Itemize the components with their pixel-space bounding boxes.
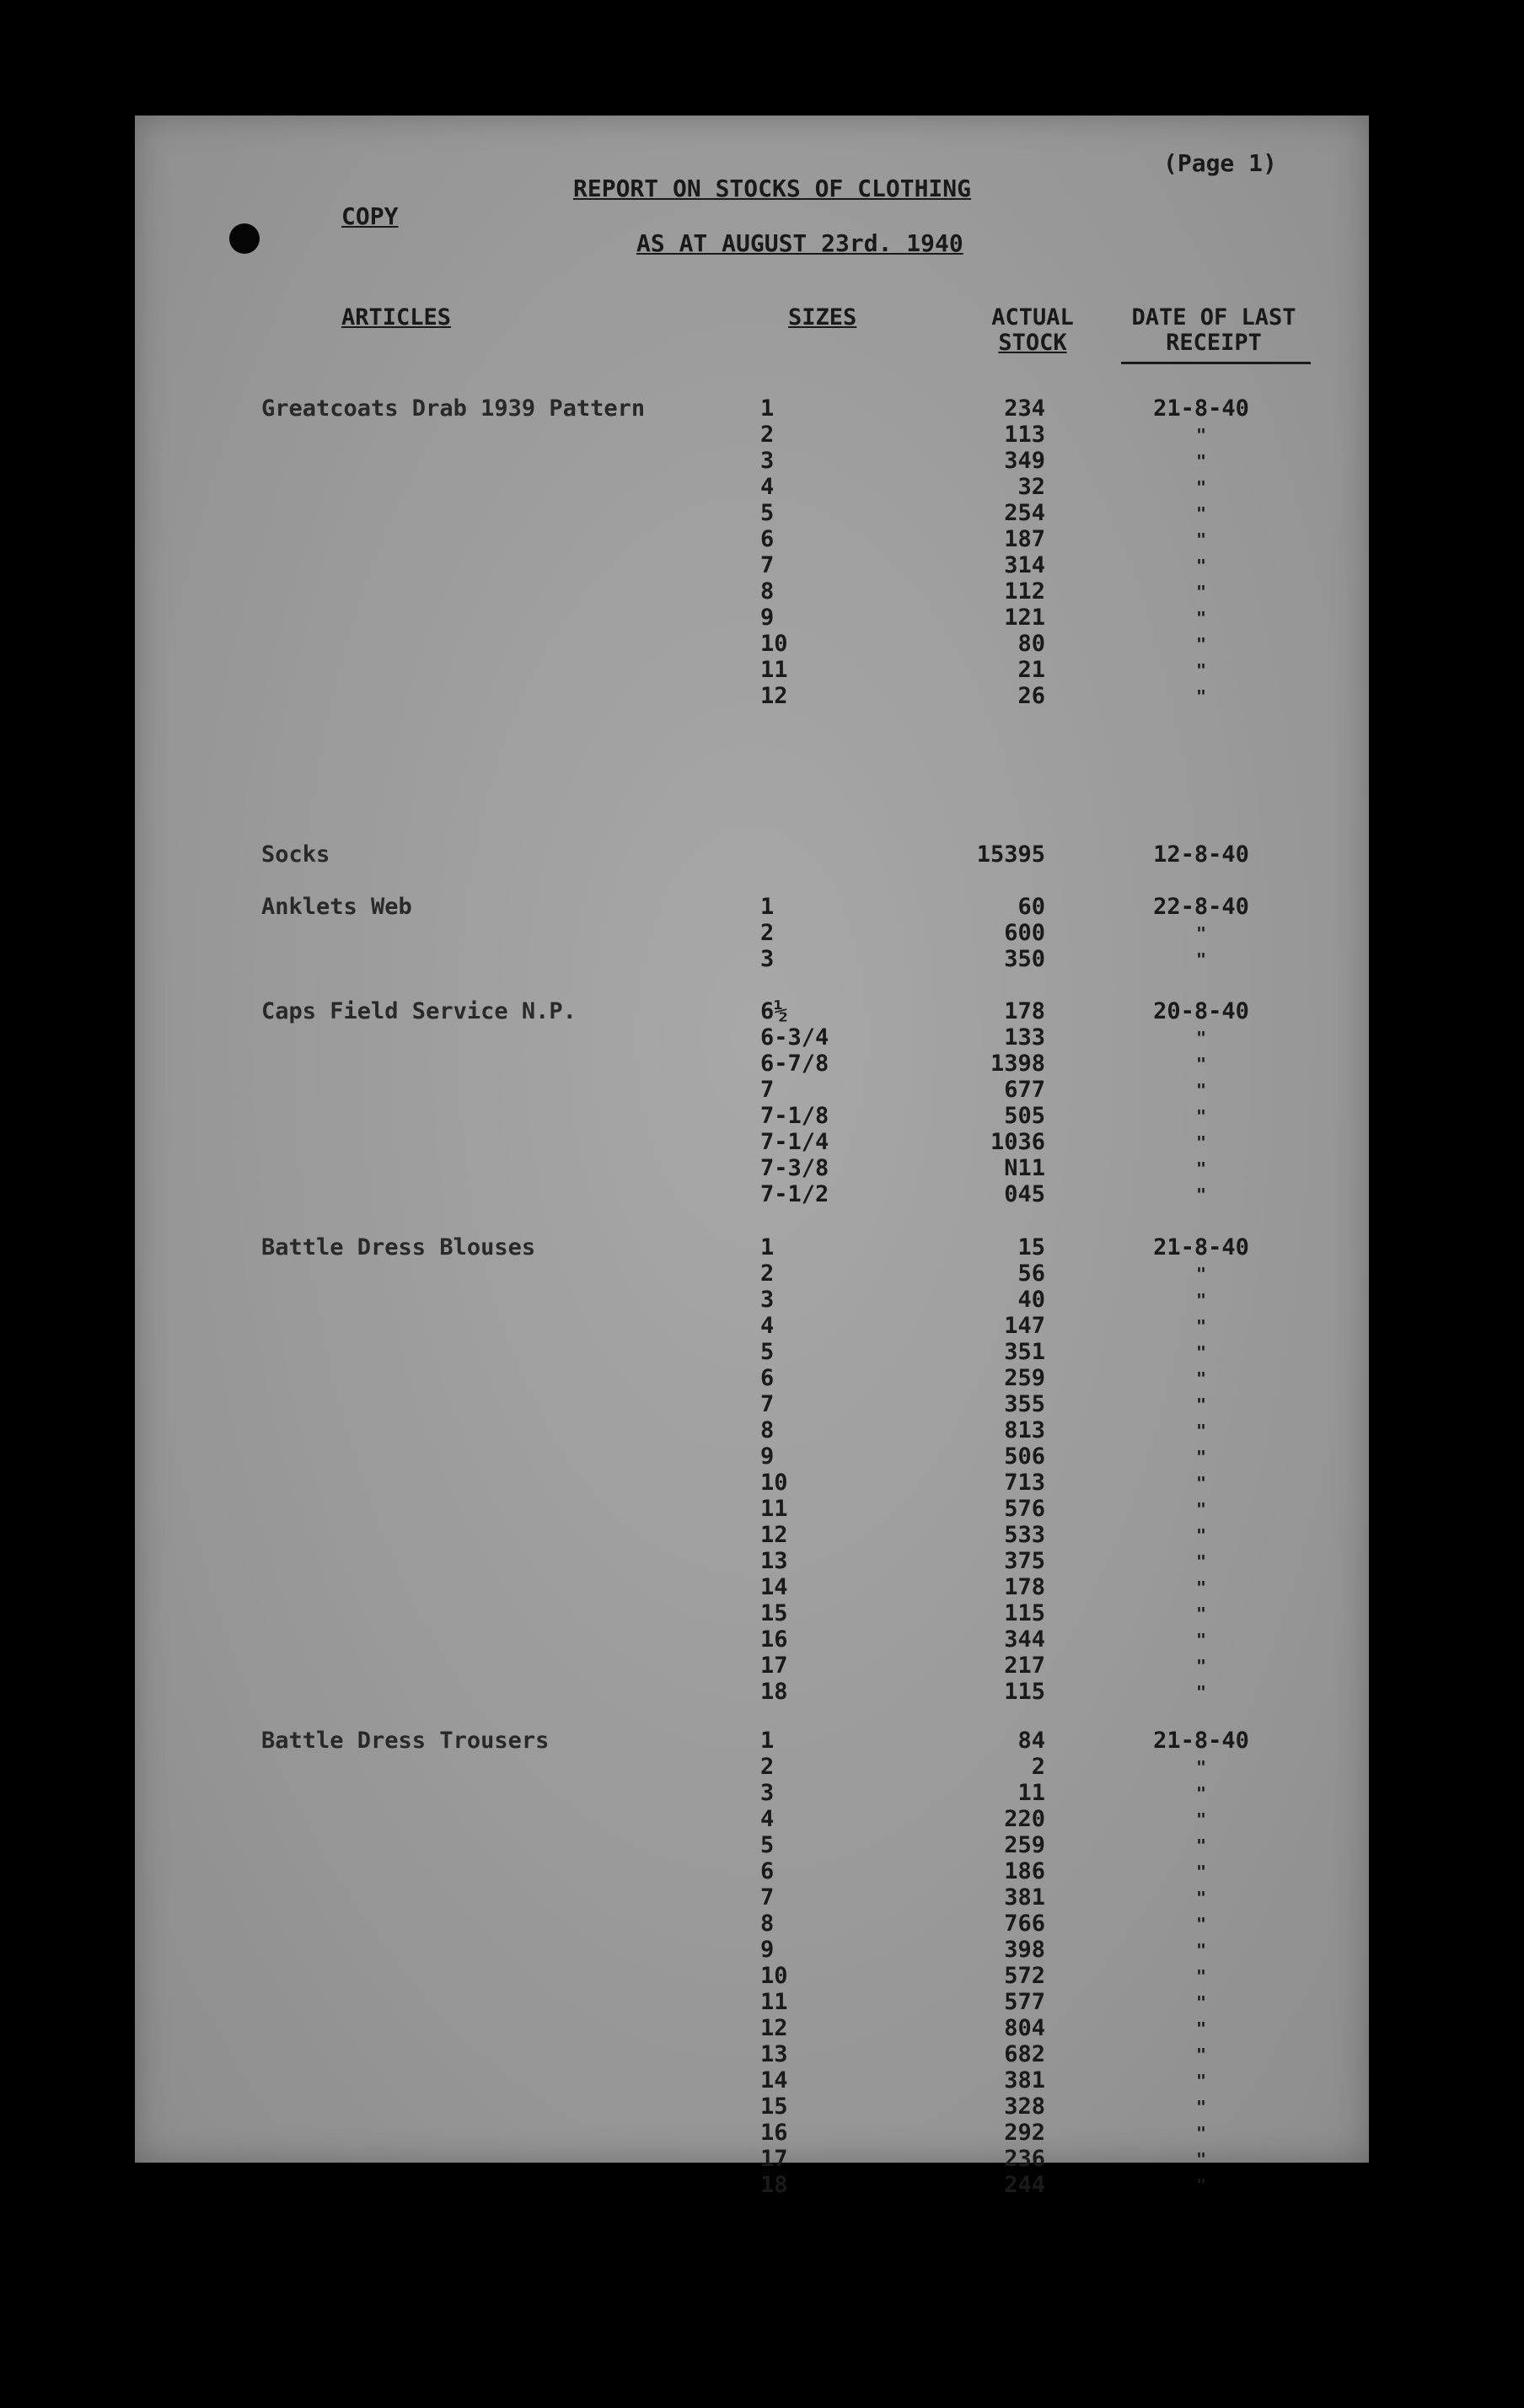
receipt-date-cell: "	[1195, 1757, 1207, 1777]
table-row	[135, 1235, 1369, 1260]
table-row	[135, 1340, 1369, 1365]
table-row	[135, 1911, 1369, 1937]
receipt-date-cell: "	[1195, 1551, 1207, 1572]
receipt-date-cell: "	[1195, 1106, 1207, 1126]
receipt-date-cell: 12-8-40	[1153, 841, 1249, 868]
table-row	[135, 527, 1369, 552]
size-cell: 7	[760, 552, 775, 578]
stock-cell: 234	[1004, 395, 1045, 422]
table-row	[135, 422, 1369, 448]
receipt-date-cell: "	[1195, 923, 1207, 943]
stock-cell: 677	[1004, 1077, 1045, 1103]
table-row	[135, 895, 1369, 920]
stock-cell: 259	[1004, 1832, 1045, 1858]
table-row	[135, 1964, 1369, 1989]
table-row	[135, 1025, 1369, 1051]
table-row	[135, 1261, 1369, 1287]
size-cell: 7-1/2	[760, 1181, 829, 1207]
size-cell: 17	[760, 2146, 788, 2172]
stock-cell: 15395	[976, 841, 1045, 868]
table-row	[135, 501, 1369, 526]
table-row	[135, 1287, 1369, 1313]
stock-cell: 26	[1017, 683, 1045, 709]
stock-cell: 398	[1004, 1937, 1045, 1963]
table-row	[135, 1627, 1369, 1653]
size-cell: 2	[760, 920, 775, 946]
table-row	[135, 1418, 1369, 1443]
size-cell: 12	[760, 683, 788, 709]
table-row	[135, 1156, 1369, 1181]
stock-cell: 1036	[990, 1129, 1045, 1155]
receipt-date-cell: "	[1195, 2123, 1207, 2143]
stock-cell: 506	[1004, 1443, 1045, 1470]
size-cell: 6	[760, 1365, 775, 1391]
receipt-date-cell: "	[1195, 1888, 1207, 1908]
receipt-date-cell: "	[1195, 1447, 1207, 1467]
table-row	[135, 1885, 1369, 1911]
receipt-date-cell: 21-8-40	[1153, 1728, 1249, 1754]
report-title: REPORT ON STOCKS OF CLOTHING	[573, 175, 972, 202]
stock-cell: 84	[1017, 1728, 1045, 1754]
size-cell: 13	[760, 2041, 788, 2067]
stock-cell: 15	[1017, 1234, 1045, 1260]
stock-cell: 350	[1004, 946, 1045, 972]
size-cell: 3	[760, 1287, 775, 1313]
size-cell: 7	[760, 1884, 775, 1911]
stock-cell: 217	[1004, 1653, 1045, 1679]
size-cell: 1	[760, 1728, 775, 1754]
table-row	[135, 396, 1369, 422]
receipt-date-cell: "	[1195, 1604, 1207, 1624]
size-cell: 5	[760, 1339, 775, 1365]
column-header-stock-line1: ACTUAL	[991, 304, 1074, 331]
table-row	[135, 1781, 1369, 1806]
table-row	[135, 842, 1369, 868]
table-row	[135, 553, 1369, 578]
table-row	[135, 1182, 1369, 1207]
receipt-date-cell: "	[1195, 425, 1207, 445]
size-cell: 11	[760, 657, 788, 683]
size-cell: 7	[760, 1077, 775, 1103]
document-page	[135, 116, 1369, 2198]
size-cell: 7	[760, 1391, 775, 1417]
size-cell: 2	[760, 1754, 775, 1780]
stock-cell: 766	[1004, 1911, 1045, 1937]
receipt-date-cell: "	[1195, 1992, 1207, 2013]
size-cell: 15	[760, 2094, 788, 2120]
receipt-date-cell: "	[1195, 660, 1207, 680]
receipt-date-cell: "	[1195, 1473, 1207, 1493]
size-cell: 12	[760, 1522, 788, 1548]
receipt-date-cell: "	[1195, 1132, 1207, 1153]
receipt-date-cell: "	[1195, 2097, 1207, 2117]
stock-cell: 2	[1031, 1754, 1045, 1780]
article-name: Battle Dress Blouses	[261, 1234, 536, 1260]
receipt-date-cell: "	[1195, 1966, 1207, 1986]
receipt-date-cell: 21-8-40	[1153, 1234, 1249, 1260]
receipt-date-cell: "	[1195, 1630, 1207, 1650]
table-row	[135, 1130, 1369, 1155]
receipt-date-cell: "	[1195, 1395, 1207, 1415]
stock-cell: 187	[1004, 526, 1045, 552]
stock-cell: 80	[1017, 631, 1045, 657]
stock-cell: 56	[1017, 1260, 1045, 1287]
stock-cell: 355	[1004, 1391, 1045, 1417]
size-cell: 16	[760, 2120, 788, 2146]
stock-cell: 344	[1004, 1626, 1045, 1653]
stock-cell: 32	[1017, 474, 1045, 500]
receipt-date-cell: "	[1195, 949, 1207, 970]
receipt-date-cell: "	[1195, 451, 1207, 471]
article-name: Battle Dress Trousers	[261, 1728, 550, 1754]
table-row	[135, 1549, 1369, 1574]
table-row	[135, 2147, 1369, 2172]
stock-cell: 147	[1004, 1313, 1045, 1339]
receipt-date-cell: "	[1195, 1264, 1207, 1284]
table-row	[135, 1680, 1369, 1705]
stock-cell: 1398	[990, 1051, 1045, 1077]
size-cell: 4	[760, 1806, 775, 1832]
table-row	[135, 475, 1369, 500]
table-row	[135, 2094, 1369, 2120]
table-row	[135, 1833, 1369, 1858]
table-row	[135, 1990, 1369, 2015]
table-row	[135, 1051, 1369, 1077]
table-row	[135, 449, 1369, 474]
receipt-date-cell: "	[1195, 1578, 1207, 1598]
size-cell: 1	[760, 1234, 775, 1260]
receipt-date-cell: "	[1195, 1656, 1207, 1676]
table-row	[135, 2016, 1369, 2041]
size-cell: 7-3/8	[760, 1155, 829, 1181]
size-cell: 8	[760, 1417, 775, 1443]
stock-cell: 21	[1017, 657, 1045, 683]
size-cell: 6-7/8	[760, 1051, 829, 1077]
stock-cell: 112	[1004, 578, 1045, 605]
article-name: Anklets Web	[261, 894, 412, 920]
stock-cell: 533	[1004, 1522, 1045, 1548]
receipt-date-cell: "	[1195, 1290, 1207, 1310]
stock-cell: 682	[1004, 2041, 1045, 2067]
size-cell: 12	[760, 2015, 788, 2041]
stock-cell: 254	[1004, 500, 1045, 526]
article-name: Socks	[261, 841, 330, 868]
receipt-date-cell: "	[1195, 2018, 1207, 2039]
column-header-stock	[969, 305, 1096, 356]
table-row	[135, 579, 1369, 605]
size-cell: 14	[760, 1574, 788, 1600]
table-row	[135, 1314, 1369, 1339]
receipt-date-cell: "	[1195, 2175, 1207, 2196]
punch-hole	[229, 223, 260, 254]
table-row	[135, 2068, 1369, 2094]
size-cell: 3	[760, 946, 775, 972]
receipt-date-cell: "	[1195, 1682, 1207, 1702]
size-cell: 9	[760, 1937, 775, 1963]
table-row	[135, 632, 1369, 657]
receipt-date-cell: "	[1195, 634, 1207, 654]
table-row	[135, 658, 1369, 683]
stock-cell: N11	[1004, 1155, 1045, 1181]
copy-label: COPY	[341, 202, 399, 230]
size-cell: 18	[760, 2172, 788, 2198]
size-cell: 3	[760, 1780, 775, 1806]
receipt-date-cell: "	[1195, 529, 1207, 550]
stock-cell: 600	[1004, 920, 1045, 946]
table-row	[135, 1859, 1369, 1884]
size-cell: 1	[760, 395, 775, 422]
stock-cell: 328	[1004, 2094, 1045, 2120]
size-cell: 7-1/4	[760, 1129, 829, 1155]
stock-cell: 11	[1017, 1780, 1045, 1806]
stock-cell: 314	[1004, 552, 1045, 578]
receipt-date-cell: 21-8-40	[1153, 395, 1249, 422]
stock-cell: 259	[1004, 1365, 1045, 1391]
receipt-date-cell: "	[1195, 1054, 1207, 1074]
receipt-date-cell: "	[1195, 503, 1207, 524]
receipt-date-cell: "	[1195, 2149, 1207, 2169]
size-cell: 9	[760, 1443, 775, 1470]
stock-cell: 60	[1017, 894, 1045, 920]
stock-cell: 381	[1004, 1884, 1045, 1911]
stock-cell: 045	[1004, 1181, 1045, 1207]
column-header-stock-line2: STOCK	[998, 330, 1067, 356]
size-cell: 2	[760, 422, 775, 448]
size-cell: 14	[760, 2067, 788, 2094]
table-row	[135, 1728, 1369, 1754]
size-cell: 5	[760, 500, 775, 526]
table-row	[135, 2120, 1369, 2146]
size-cell: 2	[760, 1260, 775, 1287]
receipt-header-rule	[1121, 362, 1311, 364]
receipt-date-cell: "	[1195, 1862, 1207, 1882]
table-row	[135, 1653, 1369, 1679]
size-cell: 18	[760, 1679, 788, 1705]
stock-cell: 186	[1004, 1858, 1045, 1884]
receipt-date-cell: "	[1195, 556, 1207, 576]
stock-cell: 349	[1004, 448, 1045, 474]
receipt-date-cell: "	[1195, 2045, 1207, 2065]
receipt-date-cell: "	[1195, 2071, 1207, 2091]
stock-cell: 381	[1004, 2067, 1045, 2094]
size-cell: 17	[760, 1653, 788, 1679]
size-cell: 6-3/4	[760, 1024, 829, 1051]
size-cell: 6	[760, 1858, 775, 1884]
size-cell: 6	[760, 526, 775, 552]
receipt-date-cell: "	[1195, 1158, 1207, 1179]
size-cell: 7-1/8	[760, 1103, 829, 1129]
table-row	[135, 947, 1369, 972]
stock-cell: 113	[1004, 422, 1045, 448]
size-cell: 6½	[760, 998, 788, 1024]
table-row	[135, 2042, 1369, 2067]
size-cell: 15	[760, 1600, 788, 1626]
receipt-date-cell: "	[1195, 1028, 1207, 1048]
size-cell: 11	[760, 1496, 788, 1522]
receipt-date-cell: "	[1195, 1421, 1207, 1441]
stock-cell: 115	[1004, 1679, 1045, 1705]
table-row	[135, 921, 1369, 946]
size-cell: 16	[760, 1626, 788, 1653]
receipt-date-cell: "	[1195, 1342, 1207, 1363]
size-cell: 8	[760, 578, 775, 605]
column-header-sizes: SIZES	[788, 304, 857, 331]
size-cell: 4	[760, 1313, 775, 1339]
receipt-date-cell: "	[1195, 1836, 1207, 1856]
table-row	[135, 1601, 1369, 1626]
size-cell: 8	[760, 1911, 775, 1937]
column-header-receipt-line1: DATE OF LAST	[1131, 304, 1296, 331]
table-row	[135, 605, 1369, 631]
stock-cell: 40	[1017, 1287, 1045, 1313]
receipt-date-cell: "	[1195, 1809, 1207, 1830]
stock-cell: 375	[1004, 1548, 1045, 1574]
table-row	[135, 1575, 1369, 1600]
receipt-date-cell: 20-8-40	[1153, 998, 1249, 1024]
receipt-date-cell: "	[1195, 608, 1207, 628]
size-cell: 10	[760, 1470, 788, 1496]
receipt-date-cell: "	[1195, 1499, 1207, 1519]
stock-cell: 220	[1004, 1806, 1045, 1832]
stock-cell: 121	[1004, 605, 1045, 631]
table-row	[135, 1938, 1369, 1963]
stock-cell: 244	[1004, 2172, 1045, 2198]
stock-cell: 813	[1004, 1417, 1045, 1443]
size-cell: 3	[760, 448, 775, 474]
column-header-receipt	[1117, 305, 1311, 356]
report-date: AS AT AUGUST 23rd. 1940	[636, 229, 963, 257]
stock-cell: 178	[1004, 1574, 1045, 1600]
stock-cell: 178	[1004, 998, 1045, 1024]
stock-cell: 133	[1004, 1024, 1045, 1051]
column-header-receipt-line2: RECEIPT	[1166, 330, 1262, 356]
receipt-date-cell: "	[1195, 1783, 1207, 1803]
page-number: (Page 1)	[1163, 149, 1277, 177]
size-cell: 10	[760, 631, 788, 657]
receipt-date-cell: "	[1195, 1316, 1207, 1336]
stock-cell: 292	[1004, 2120, 1045, 2146]
column-header-articles: ARTICLES	[341, 304, 452, 331]
stock-cell: 115	[1004, 1600, 1045, 1626]
stock-cell: 713	[1004, 1470, 1045, 1496]
receipt-date-cell: "	[1195, 1940, 1207, 1960]
size-cell: 11	[760, 1989, 788, 2015]
stock-cell: 804	[1004, 2015, 1045, 2041]
stock-cell: 351	[1004, 1339, 1045, 1365]
table-row	[135, 1104, 1369, 1129]
size-cell: 4	[760, 474, 775, 500]
table-row	[135, 684, 1369, 709]
table-row	[135, 1444, 1369, 1470]
receipt-date-cell: 22-8-40	[1153, 894, 1249, 920]
size-cell: 13	[760, 1548, 788, 1574]
size-cell: 5	[760, 1832, 775, 1858]
table-row	[135, 1755, 1369, 1780]
size-cell: 9	[760, 605, 775, 631]
stock-cell: 576	[1004, 1496, 1045, 1522]
size-cell: 10	[760, 1963, 788, 1989]
receipt-date-cell: "	[1195, 1080, 1207, 1100]
table-row	[135, 1497, 1369, 1522]
receipt-date-cell: "	[1195, 1525, 1207, 1545]
table-row	[135, 1807, 1369, 1832]
stock-cell: 505	[1004, 1103, 1045, 1129]
table-row	[135, 1392, 1369, 1417]
receipt-date-cell: "	[1195, 1368, 1207, 1389]
receipt-date-cell: "	[1195, 582, 1207, 602]
article-name: Greatcoats Drab 1939 Pattern	[261, 395, 646, 422]
receipt-date-cell: "	[1195, 1185, 1207, 1205]
size-cell: 1	[760, 894, 775, 920]
table-row	[135, 1078, 1369, 1103]
stock-cell: 577	[1004, 1989, 1045, 2015]
receipt-date-cell: "	[1195, 1914, 1207, 1934]
table-row	[135, 1470, 1369, 1496]
stock-cell: 236	[1004, 2146, 1045, 2172]
receipt-date-cell: "	[1195, 477, 1207, 497]
table-row	[135, 999, 1369, 1024]
table-row	[135, 1366, 1369, 1391]
table-row	[135, 1523, 1369, 1548]
stock-cell: 572	[1004, 1963, 1045, 1989]
article-name: Caps Field Service N.P.	[261, 998, 577, 1024]
table-row	[135, 2173, 1369, 2198]
receipt-date-cell: "	[1195, 686, 1207, 707]
